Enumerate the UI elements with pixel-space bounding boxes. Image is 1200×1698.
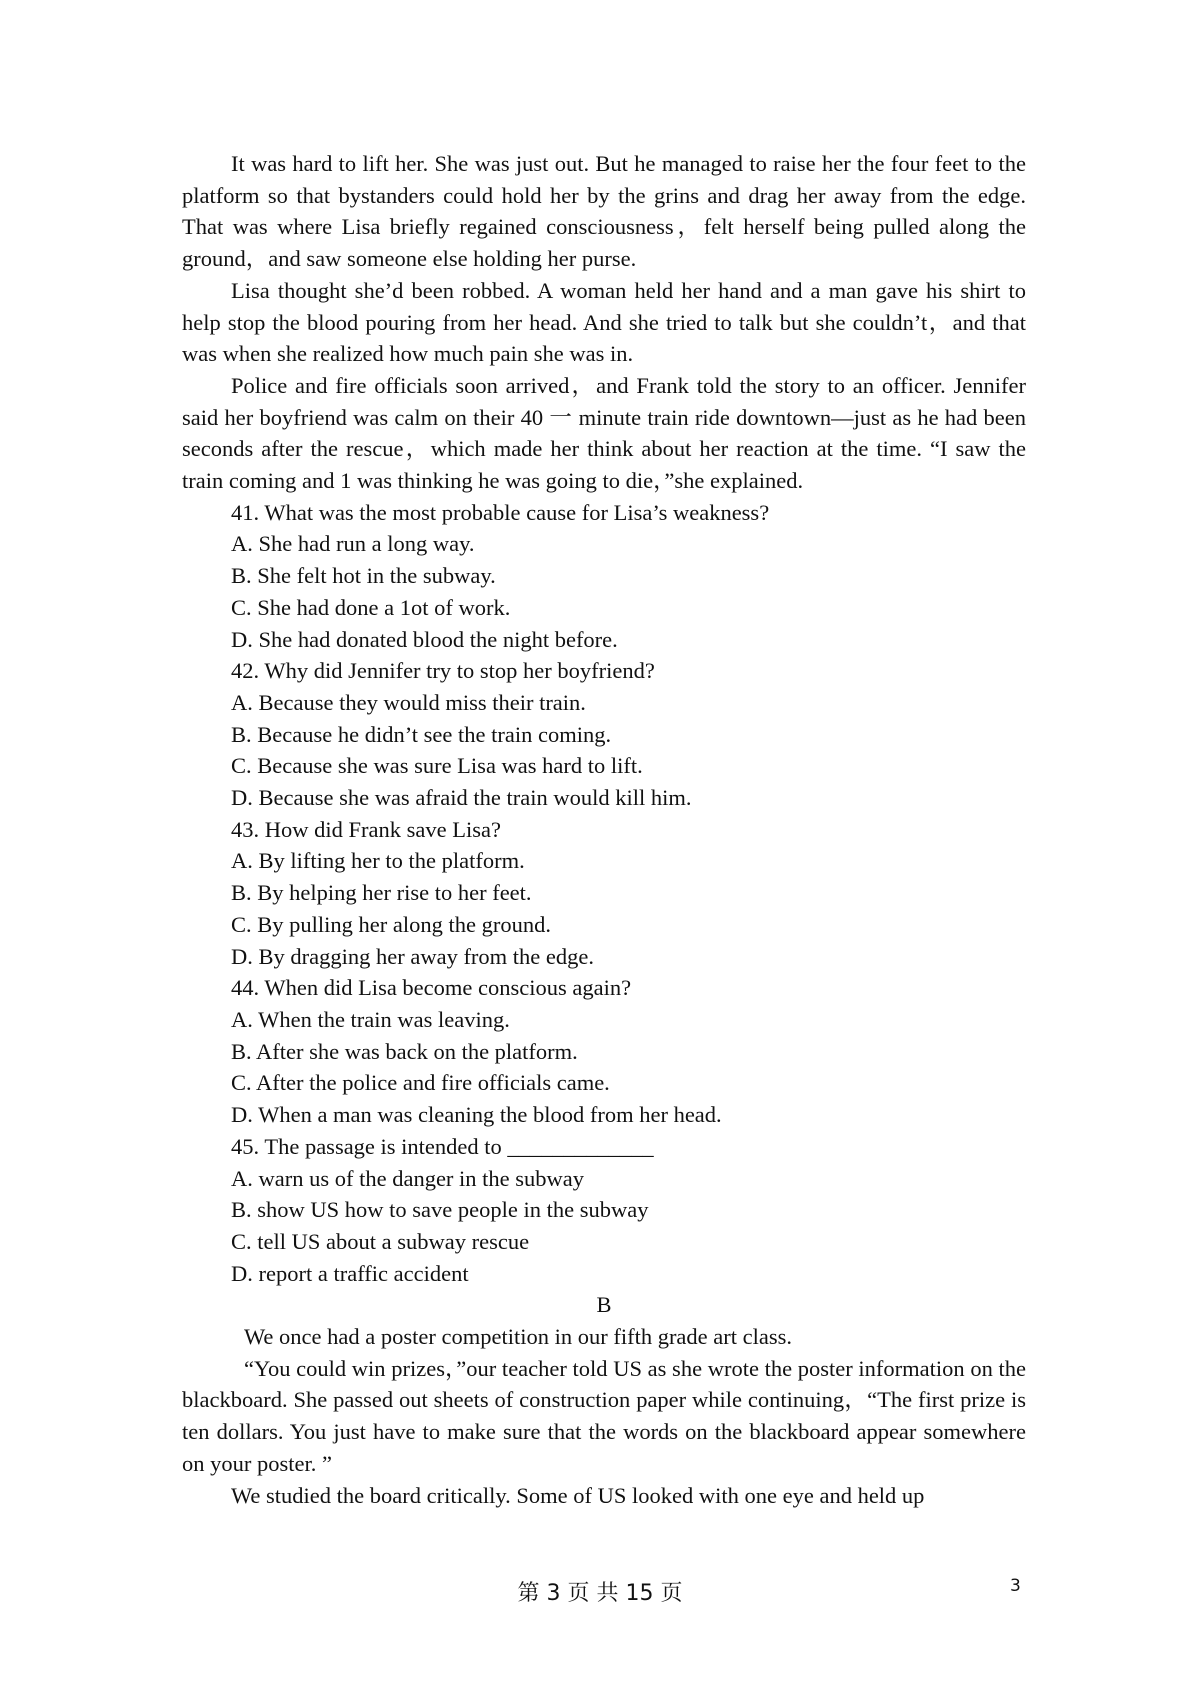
passage-b-paragraph: “You could win prizes，”our teacher told US as she wrote the poster information on the blackboard. She passed out sheets of construction paper while continuing，“The first prize is ten dollars. You just have to make sure that the words on the blackboard appear somewhere on your poster. ” [182,1355,1026,1476]
passage-a-paragraph: Lisa thought she’d been robbed. A woman held her hand and a man gave his shirt to help stop the blood pouring from her head. And she tried to talk but she couldn’t，and that was when she realized how much pain she was in. [182,277,1026,367]
answer-option: D. She had donated blood the night before. [231,626,618,652]
answer-option: B. Because he didn’t see the train coming. [231,721,612,747]
answer-option: B. show US how to save people in the subway [231,1197,649,1223]
question-45 [182,1131,1026,1290]
answer-option: A. By lifting her to the platform. [231,848,525,874]
answer-option: C. By pulling her along the ground. [231,911,551,937]
passage-b-paragraph: We studied the board critically. Some of US looked with one eye and held up [231,1482,925,1508]
answer-option: D. By dragging her away from the edge. [231,943,595,969]
question-stem: 43. How did Frank save Lisa? [231,816,501,842]
answer-option: B. She felt hot in the subway. [231,563,496,589]
answer-option: C. After the police and fire officials came. [231,1070,610,1096]
answer-option: D. When a man was cleaning the blood from her head. [231,1102,722,1128]
question-42 [182,655,1026,814]
answer-option: A. warn us of the danger in the subway [231,1165,585,1191]
passage-b-paragraph: We once had a poster competition in our fifth grade art class. [244,1324,792,1350]
answer-option: A. Because they would miss their train. [231,689,586,715]
answer-option: B. By helping her rise to her feet. [231,880,532,906]
question-stem: 45. The passage is intended to _____________ [231,1133,654,1159]
section-heading: B [596,1292,612,1318]
question-stem: 41. What was the most probable cause for Lisa’s weakness? [231,499,770,525]
answer-option: D. Because she was afraid the train would kill him. [231,785,692,811]
answer-option: C. Because she was sure Lisa was hard to lift. [231,753,643,779]
question-44 [182,972,1026,1131]
question-41 [182,497,1026,656]
passage-a-paragraph: Police and fire officials soon arrived，and Frank told the story to an officer. Jennifer said her boyfriend was calm on their 40 一 minute train ride downtown—just as he had been seconds after the rescue，which made her think about her reaction at the time. “I saw the train coming and 1 was thinking he was going to die，”she explained. [182,372,1026,494]
question-43 [182,814,1026,973]
page-number: 3 [1010,1576,1021,1596]
answer-option: C. She had done a 1ot of work. [231,594,511,620]
passage-a-paragraph: It was hard to lift her. She was just out. But he managed to raise her the four feet to the platform so that bystanders could hold her by the grins and drag her away from the edge. That was where Lisa briefly regained consciousness，felt herself being pulled along the ground，and saw someone else holding her purse. [182,151,1026,272]
question-stem: 42. Why did Jennifer try to stop her boyfriend? [231,658,655,684]
document-body [182,148,1026,1511]
answer-option: C. tell US about a subway rescue [231,1228,530,1254]
answer-option: A. She had run a long way. [231,531,475,557]
page-footer: 第 3 页 共 15 页 [517,1581,683,1606]
answer-option: B. After she was back on the platform. [231,1038,578,1064]
answer-option: A. When the train was leaving. [231,1006,510,1032]
answer-option: D. report a traffic accident [231,1260,469,1286]
question-stem: 44. When did Lisa become conscious again? [231,975,632,1001]
